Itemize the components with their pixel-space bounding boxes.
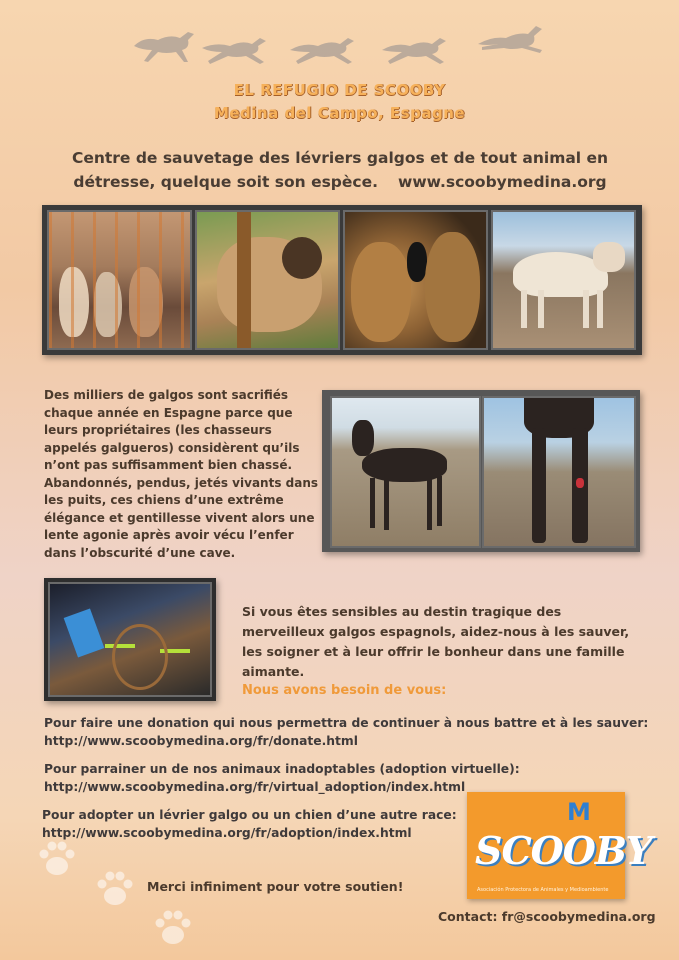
intro-description: Centre de sauvetage des lévriers galgos et de tout animal en détresse, quelque soit son espèce.: [71, 149, 609, 191]
intro-text: [40, 146, 640, 194]
intro-url[interactable]: www.scoobymedina.org: [398, 173, 607, 191]
contact-email[interactable]: Contact: fr@scoobymedina.org: [438, 909, 656, 924]
scooby-logo: [467, 792, 652, 899]
paw-print-icon: [92, 866, 138, 912]
sponsor-text: Pour parrainer un de nos animaux inadoptables (adoption virtuelle):: [44, 762, 520, 776]
paw-print-icon: [150, 905, 196, 951]
photo-horse: [491, 210, 636, 350]
thanks-text: Merci infiniment pour votre soutien!: [147, 879, 404, 894]
adopt-link[interactable]: http://www.scoobymedina.org/fr/adoption/index.html: [42, 826, 412, 840]
greyhound-silhouette-icon: [288, 28, 358, 72]
help-paragraph: Si vous êtes sensibles au destin tragique des merveilleux galgos espagnols, aidez-nous à les sauver, les soigner et à leur offrir le bonheur dans une famille aimante.: [242, 604, 630, 679]
greyhound-silhouette-icon: [130, 24, 200, 68]
photo-black-galgo: [330, 396, 481, 548]
photo-firefighters-rescue: [48, 582, 212, 697]
donate-text: Pour faire une donation qui nous permettra de continuer à nous battre et à les sauver:: [44, 716, 649, 730]
logo-m-mark-icon: M: [567, 798, 591, 826]
logo-tagline: Asociación Protectora de Animales y Medioambiente: [477, 887, 609, 893]
photo-dogs-in-cage: [47, 210, 192, 350]
logo-word: SCOOBY: [475, 828, 652, 873]
sponsor-link[interactable]: http://www.scoobymedina.org/fr/virtual_adoption/index.html: [44, 780, 466, 794]
galgos-paragraph: Des milliers de galgos sont sacrifiés chaque année en Espagne parce que leurs propriétaires (les chasseurs appelés galgueros) considèrent qu’ils n’ont pas suffisamment bien chassé. Abandonnés, pendus, jetés vivants dans les puits, ces chiens d’une extrême élégance et gentillesse vivent alors une lente agonie après avoir vécu l’enfer dans l’obscurité d’une cave.: [44, 388, 319, 560]
greyhound-silhouette-icon: [380, 28, 450, 72]
rescue-photo-frame: [44, 578, 216, 701]
paw-print-icon: [34, 836, 80, 882]
page-title: EL REFUGIO DE SCOOBY: [233, 81, 446, 99]
photo-strip: [42, 205, 642, 355]
photo-dog-behind-post: [195, 210, 340, 350]
photo-injured-galgo-legs: [482, 396, 636, 548]
greyhound-silhouette-icon: [476, 20, 546, 64]
greyhound-silhouettes: [130, 18, 560, 68]
donate-link[interactable]: http://www.scoobymedina.org/fr/donate.html: [44, 734, 358, 748]
galgo-photos: [322, 390, 640, 552]
page-subtitle: Medina del Campo, Espagne: [213, 104, 466, 122]
need-heading: Nous avons besoin de vous:: [242, 683, 447, 698]
greyhound-silhouette-icon: [200, 28, 270, 72]
adopt-text: Pour adopter un lévrier galgo ou un chien d’une autre race:: [42, 808, 457, 822]
photo-cats: [343, 210, 488, 350]
